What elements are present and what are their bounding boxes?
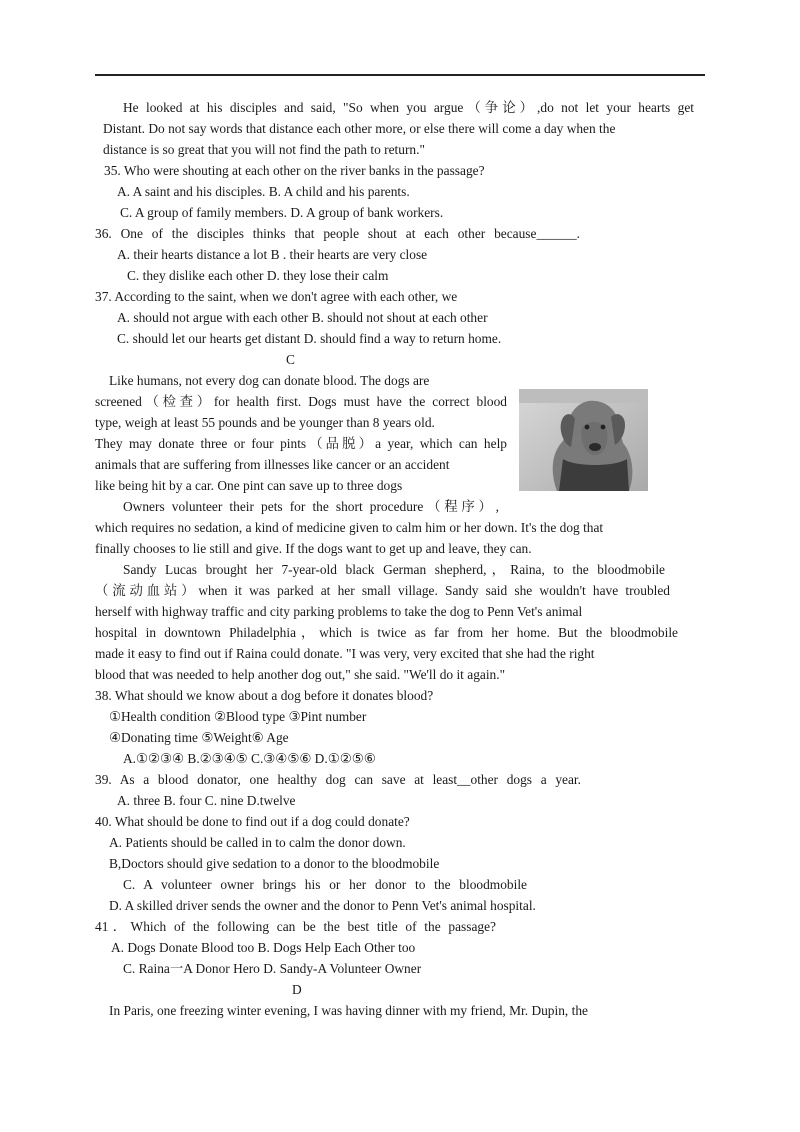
- dog-photo: [519, 389, 648, 491]
- question-36-option: C. they dislike each other D. they lose their calm: [127, 268, 389, 283]
- passage-c-line: screened（检查）for health first. Dogs must have the correct blood: [95, 394, 507, 409]
- question-41-stem: 41．Which of the following can be the best title of the passage?: [95, 919, 496, 934]
- passage-c-line: Sandy Lucas brought her 7-year-old black German shepherd,，Raina, to the bloodmobile: [123, 562, 665, 577]
- question-40-option: C. A volunteer owner brings his or her donor to the bloodmobile: [123, 877, 527, 892]
- question-41-option: C. Raina一A Donor Hero D. Sandy-A Volunteer Owner: [123, 961, 422, 976]
- passage-c-line: hospital in downtown Philadelphia，which is twice as far from her home. But the bloodmobile: [95, 625, 678, 640]
- question-36-option: A. their hearts distance a lot B . their hearts are very close: [117, 247, 428, 262]
- passage-c-line: blood that was needed to help another dog out," she said. "We'll do it again.": [95, 667, 506, 682]
- top-rule: [95, 74, 705, 76]
- passage-c-line: They may donate three or four pints（品脱）a year, which can help: [95, 436, 507, 451]
- question-38-stem: 38. What should we know about a dog before it donates blood?: [95, 688, 434, 703]
- question-35-option: A. A saint and his disciples. B. A child and his parents.: [117, 184, 410, 199]
- passage-b-line: distance is so great that you will not find the path to return.": [103, 142, 425, 157]
- passage-c-line: animals that are suffering from illnesses like cancer or an accident: [95, 457, 450, 472]
- section-d-label: D: [292, 982, 302, 997]
- question-38-option: ①Health condition ②Blood type ③Pint number: [109, 709, 367, 724]
- passage-c-line: type, weigh at least 55 pounds and be younger than 8 years old.: [95, 415, 435, 430]
- passage-b-line: He looked at his disciples and said, "So when you argue（争论）,do not let your hearts get: [123, 100, 694, 115]
- passage-b-line: Distant. Do not say words that distance each other more, or else there will come a day when the: [103, 121, 616, 136]
- dog-image: [519, 389, 648, 491]
- question-38-option: ④Donating time ⑤Weight⑥ Age: [109, 730, 289, 745]
- passage-c-line: like being hit by a car. One pint can save up to three dogs: [95, 478, 403, 493]
- passage-c-line: which requires no sedation, a kind of medicine given to calm him or her down. It's the dog that: [95, 520, 604, 535]
- question-38-option: A.①②③④ B.②③④⑤ C.③④⑤⑥ D.①②⑤⑥: [123, 751, 376, 766]
- question-35-option: C. A group of family members. D. A group of bank workers.: [120, 205, 444, 220]
- question-35-stem: 35. Who were shouting at each other on the river banks in the passage?: [104, 163, 485, 178]
- question-40-option: A. Patients should be called in to calm the donor down.: [109, 835, 406, 850]
- question-41-option: A. Dogs Donate Blood too B. Dogs Help Each Other too: [111, 940, 416, 955]
- question-37-stem: 37. According to the saint, when we don't agree with each other, we: [95, 289, 458, 304]
- question-37-option: A. should not argue with each other B. should not shout at each other: [117, 310, 488, 325]
- passage-d-line: In Paris, one freezing winter evening, I was having dinner with my friend, Mr. Dupin, the: [109, 1003, 588, 1018]
- passage-c-line: herself with highway traffic and city parking problems to take the dog to Penn Vet's animal: [95, 604, 583, 619]
- passage-c-line: made it easy to find out if Raina could donate. "I was very, very excited that she had the right: [95, 646, 595, 661]
- passage-c-line: finally chooses to lie still and give. If the dogs want to get up and leave, they can.: [95, 541, 532, 556]
- passage-c-line: Like humans, not every dog can donate blood. The dogs are: [109, 373, 430, 388]
- section-c-label: C: [286, 352, 295, 367]
- question-36-stem: 36. One of the disciples thinks that people shout at each other because______.: [95, 226, 580, 241]
- question-37-option: C. should let our hearts get distant D. should find a way to return home.: [117, 331, 502, 346]
- passage-c-line: Owners volunteer their pets for the short procedure（程序）,: [123, 499, 499, 514]
- question-40-option: B,Doctors should give sedation to a donor to the bloodmobile: [109, 856, 440, 871]
- question-39-stem: 39. As a blood donator, one healthy dog can save at least__other dogs a year.: [95, 772, 581, 787]
- passage-c-line: （流动血站）when it was parked at her small village. Sandy said she wouldn't have troubled: [95, 583, 670, 598]
- question-40-stem: 40. What should be done to find out if a dog could donate?: [95, 814, 410, 829]
- question-39-option: A. three B. four C. nine D.twelve: [117, 793, 296, 808]
- question-40-option: D. A skilled driver sends the owner and the donor to Penn Vet's animal hospital.: [109, 898, 536, 913]
